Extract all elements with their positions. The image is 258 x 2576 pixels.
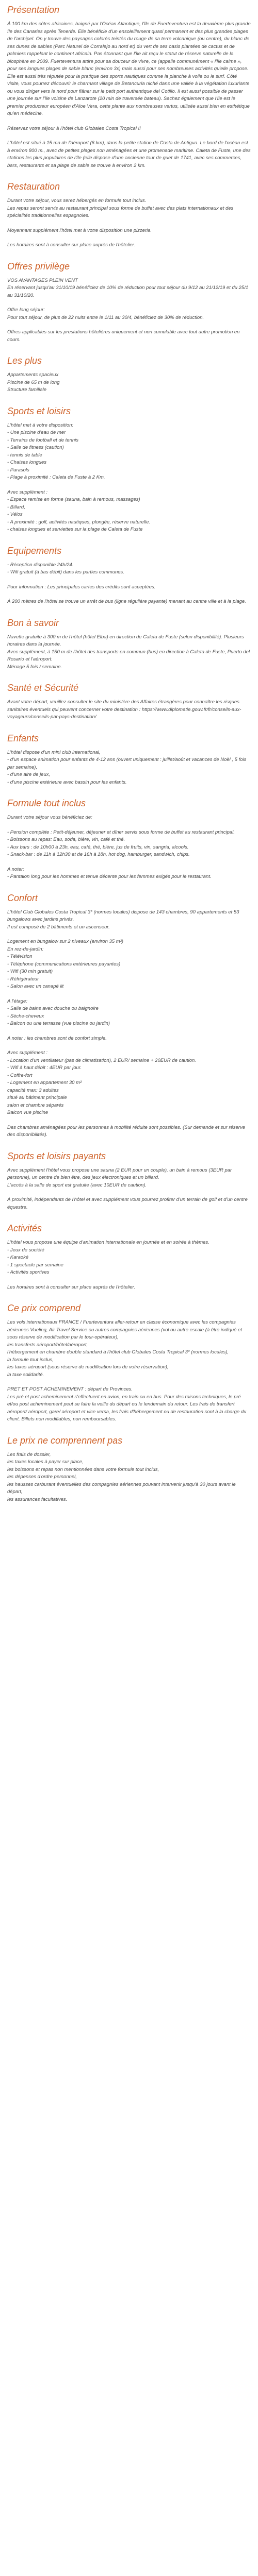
paragraph: - Réception disponible 24h/24. - Wifi gratuit (à bas débit) dans les parties communes. <box>7 562 124 575</box>
paragraph: Pour information : Les principales cartes des crédits sont acceptées. <box>7 584 156 590</box>
section-title: Enfants <box>7 733 39 743</box>
paragraph: Réservez votre séjour à l'hôtel club Globales Costa Tropical !! <box>7 125 141 131</box>
paragraph: A l'étage: - Salle de bains avec douche ou baignoire - Sèche-cheveux - Balcon ou une terrasse (vue piscine ou jardin) <box>7 998 110 1026</box>
section-title: Offres privilège <box>7 261 70 272</box>
paragraph: Avec supplément : - Location d'un ventilateur (pas de climatisation), 2 EUR/ semaine + 20EUR de caution. - Wifi à haut débit : 4EUR par jour. - Coffre-fort - Logement en appartement 30 m² capacité max: 3 adultes situé au bâtiment principale salon et chambre séparés Balcon vue piscine <box>7 1050 196 1115</box>
section-title: Le prix ne comprennent pas <box>7 1435 123 1446</box>
section-prix-ne-comprend-pas <box>7 1435 251 1504</box>
paragraph: Les frais de dossier, les taxes locales à payer sur place, les boissons et repas non mentionnées dans votre formule tout inclus, les dépenses d'ordre personnel, les hausses carburant éventuelles des compagnies aériennes pouvant intervenir jusqu'à 30 jours avant le départ, les assurances facultatives. <box>7 1451 236 1502</box>
section-enfants <box>7 733 251 787</box>
paragraph: L'hôtel est situé à 15 mn de l'aéroport (6 km), dans la petite station de Costa de Antigua. Le bord de l'océan est à environ 800 m., avec de petites plages non aménagées et une promenade maritime. Caleta de Fuste, une des stations les plus populaires de l'île (elle dispose d'une ancienne tour de guet de 1741, avec ses commerces, bars, restaurants et sa plage de sable se trouve à environ 2 km. <box>7 140 251 168</box>
paragraph: Appartements spacieux Piscine de 65 m de long Structure familiale <box>7 372 60 393</box>
section-activites <box>7 1223 251 1291</box>
section-bon-a-savoir <box>7 617 251 671</box>
section-offres-privilege <box>7 261 251 344</box>
paragraph: Navette gratuite à 300 m de l'hôtel (hôtel Elba) en direction de Caleta de Fuste (selon disponibilité). Plusieurs horaires dans la journée. Avec supplément, à 150 m de l'hôtel des transports en commun (bus) en direction à Caleta de Fuste, Puerto del Rosario et l'aéroport. Ménage 5 fois / semaine. <box>7 634 250 670</box>
paragraph: Les horaires sont à consulter sur place auprès de l'hôtelier. <box>7 1284 136 1290</box>
paragraph: Avec supplément l'hôtel vous propose une sauna (2 EUR pour un couple), un bain à remous (3EUR par personne), un centre de bien être, des jeux électroniques et un billard. L'accès à la salle de sport est gratuite (avec 10EUR de caution). <box>7 1167 232 1188</box>
paragraph: A noter : les chambres sont de confort simple. <box>7 1035 107 1041</box>
paragraph: Offre long séjour: Pour tout séjour, de plus de 22 nuits entre le 1/11 au 30/4, bénéficiez de 30% de réduction. <box>7 307 204 320</box>
paragraph: Les horaires sont à consulter sur place auprès de l'hôtelier. <box>7 242 136 248</box>
section-title: Les plus <box>7 355 42 366</box>
section-title: Sports et loisirs payants <box>7 1150 106 1161</box>
paragraph: Les vols internationaux FRANCE / Fuerteventura aller-retour en classe économique avec les compagnies aériennes Vueling, Air Travel Service ou autres compagnies aériennes (vol ou autre escale (à être indiqué et sous réserve de modification par le tour-opérateur), les transferts aéroport/hôtel/aéroport, l'hébergement en chambre double standard à l'hôtel club Globales Costa Tropical 3* (normes locales), la formule tout inclus, les taxes aéroport (sous réserve de modification lors de votre réservation), la taxe solidarité. <box>7 1319 243 1378</box>
section-equipements <box>7 545 251 606</box>
section-sports-loisirs <box>7 405 251 534</box>
paragraph: PRET ET POST ACHEMINEMENT : départ de Provinces. Les pré et post acheminement s'effectuent en avion, en train ou en bus. Pour des raisons techniques, le pré et/ou post acheminement peut se faire la veille du départ ou le lendemain du retour. Les frais de transfert aéroport/ aéroport, gare/ aéroport et vice versa, les frais d'hébergement ou de restauration sont à la charge du client. Billets non modifiables, non remboursables. <box>7 1386 247 1422</box>
paragraph: L'hôtel dispose d'un mini club international, - d'un espace animation pour enfants de 4-12 ans (ouvert uniquement : juillet/août et vacances de Noël , 5 fois par semaine), - d'une aire de jeux, - d'une piscine extérieure avec bassin pour les enfants. <box>7 749 247 785</box>
section-title: Présentation <box>7 5 60 15</box>
paragraph: À 200 mètres de l'hôtel se trouve un arrêt de bus (ligne régulière payante) menant au centre ville et à la plage. <box>7 599 246 604</box>
paragraph: Avant votre départ, veuillez consulter le site du ministère des Affaires étrangères pour connaître les risques sanitaires éventuels qui peuvent concerner votre destination : https://www.diplomatie.gouv.fr/fr/conseils-aux-voyageurs/conseils-par-pays-destination/ <box>7 699 241 720</box>
section-presentation <box>7 4 251 170</box>
paragraph: L'hôtel Club Globales Costa Tropical 3* (normes locales) dispose de 143 chambres, 90 appartements et 53 bungalows avec jardins privés. Il est composé de 2 bâtiments et un ascenseur. <box>7 909 239 930</box>
section-title: Confort <box>7 892 38 903</box>
paragraph: L'hôtel met à votre disposition: - Une piscine d'eau de mer - Terrains de football et de tennis - Salle de fitness (caution) - tennis de table - Chaises longues - Parasols - Plage à proximité : Caleta de Fuste à 2 Km. <box>7 422 105 480</box>
section-title: Restauration <box>7 181 60 192</box>
section-sports-loisirs-payants <box>7 1150 251 1212</box>
section-title: Activités <box>7 1223 42 1233</box>
section-title: Formule tout inclus <box>7 798 86 808</box>
paragraph: A noter: - Pantalon long pour les hommes et tenue décente pour les femmes exigés pour le restaurant. <box>7 866 212 879</box>
paragraph: L'hôtel vous propose une équipe d'animation internationale en journée et en soirée à thèmes. - Jeux de société - Karaoké - 1 spectacle par semaine - Activités sportives <box>7 1240 209 1275</box>
section-restauration <box>7 181 251 249</box>
section-ce-prix-comprend <box>7 1302 251 1423</box>
paragraph: Logement en bungalow sur 2 niveaux (environ 35 m²) En rez-de-jardin: - Télévision - Téléphone (communications extérieures payantes) - Wifi (30 min gratuit) - Réfrigérateur - Salon avec un canapé lit <box>7 939 123 989</box>
paragraph: Offres applicables sur les prestations hôtelières uniquement et non cumulable avec tout autre promotion en cours. <box>7 329 240 343</box>
paragraph: Des chambres aménagées pour les personnes à mobilité réduite sont possibles. (Sur demande et sur réserve des disponibilités). <box>7 1124 245 1138</box>
section-title: Bon à savoir <box>7 617 59 628</box>
section-sante-securite <box>7 682 251 721</box>
paragraph: Moyennant supplément l'hôtel met à votre disposition une pizzeria. <box>7 227 152 233</box>
section-formule-tout-inclus <box>7 798 251 881</box>
paragraph: À 100 km des côtes africaines, baigné par l'Océan Atlantique, l'île de Fuerteventura est la deuxième plus grande île des Canaries après Tenerife. Elle bénéficie d'un ensoleillement quasi permanent et des plus grandes plages de l'archipel. On y trouve des paysages colorés teintés du rouge de sa terre volcanique (ou centre), du blanc de ses dunes de sables (Parc Naturel de Corralejo au nord et) du vert de ses oasis plantées de cactus et de palmiers rappelant le continent africain. Pas étonnant que l'île ait reçu le statut de réserve naturelle de la biosphère en 2009. Fuerteventura attire pour sa douceur de vivre, ce (appelle communément « l'île calme », pour ses longues plages de sable blanc (environ 3x) mais aussi pour ses nombreuses activités qu'elle propose. Elle est aussi très réputée pour la pratique des sports nautiques comme la planche à voile ou le surf. Côté visite, vous pourrez découvrir le charmant village de Betancuria niché dans une vallée à la végétation luxuriante ou vous diriger vers le nord pour flâner sur le petit port authentique del Cotillo. Il est aussi possible de passer une journée sur l'île voisine de Lanzarote (20 min de traversée bateau). Sachez également que l'île est le premier producteur européen d'Aloe Vera, cette plante aux nombreuses vertus, utilisée aussi bien en esthétique qu'en médecine. <box>7 21 251 116</box>
paragraph: À proximité, indépendants de l'hôtel et avec supplément vous pourrez profiter d'un terrain de golf et d'un centre équestre. <box>7 1197 248 1210</box>
paragraph: Durant votre séjour, vous serez hébergés en formule tout inclus. Les repas seront servis au restaurant principal sous forme de buffet avec des plats internationaux et des spécialités traditionnelles espagnoles. <box>7 198 234 218</box>
section-confort <box>7 892 251 1139</box>
paragraph: - Pension complète : Petit-déjeuner, déjeuner et dîner servis sous forme de buffet au restaurant principal. - Boissons au repas: Eau, soda, bière, vin, café et thé. - Aux bars : de 10h00 à 23h, eau, café, thé, bière, jus de fruits, vin, sangria, alcools. - Snack-bar : de 11h à 12h30 et de 16h à 18h, hot dog, hamburger, sandwich, chips. <box>7 829 235 857</box>
paragraph: Avec supplément : - Espace remise en forme (sauna, bain à remous, massages) - Billard, - Vélos - A proximité : golf, activités nautiques, plongée, réserve naturelle. - chaises longues et serviettes sur la plage de Caleta de Fuste <box>7 489 151 532</box>
paragraph: VOS AVANTAGES PLEIN VENT En réservant jusqu'au 31/10/19 bénéficiez de 10% de réduction pour tout séjour du 9/12 au 21/12/19 et du 25/1 au 31/10/20. <box>7 277 249 298</box>
section-title: Sports et loisirs <box>7 405 71 416</box>
section-title: Equipements <box>7 545 62 556</box>
paragraph: Durant votre séjour vous bénéficiez de: <box>7 815 92 820</box>
section-title: Ce prix comprend <box>7 1303 81 1313</box>
section-title: Santé et Sécurité <box>7 683 79 693</box>
section-les-plus <box>7 355 251 394</box>
